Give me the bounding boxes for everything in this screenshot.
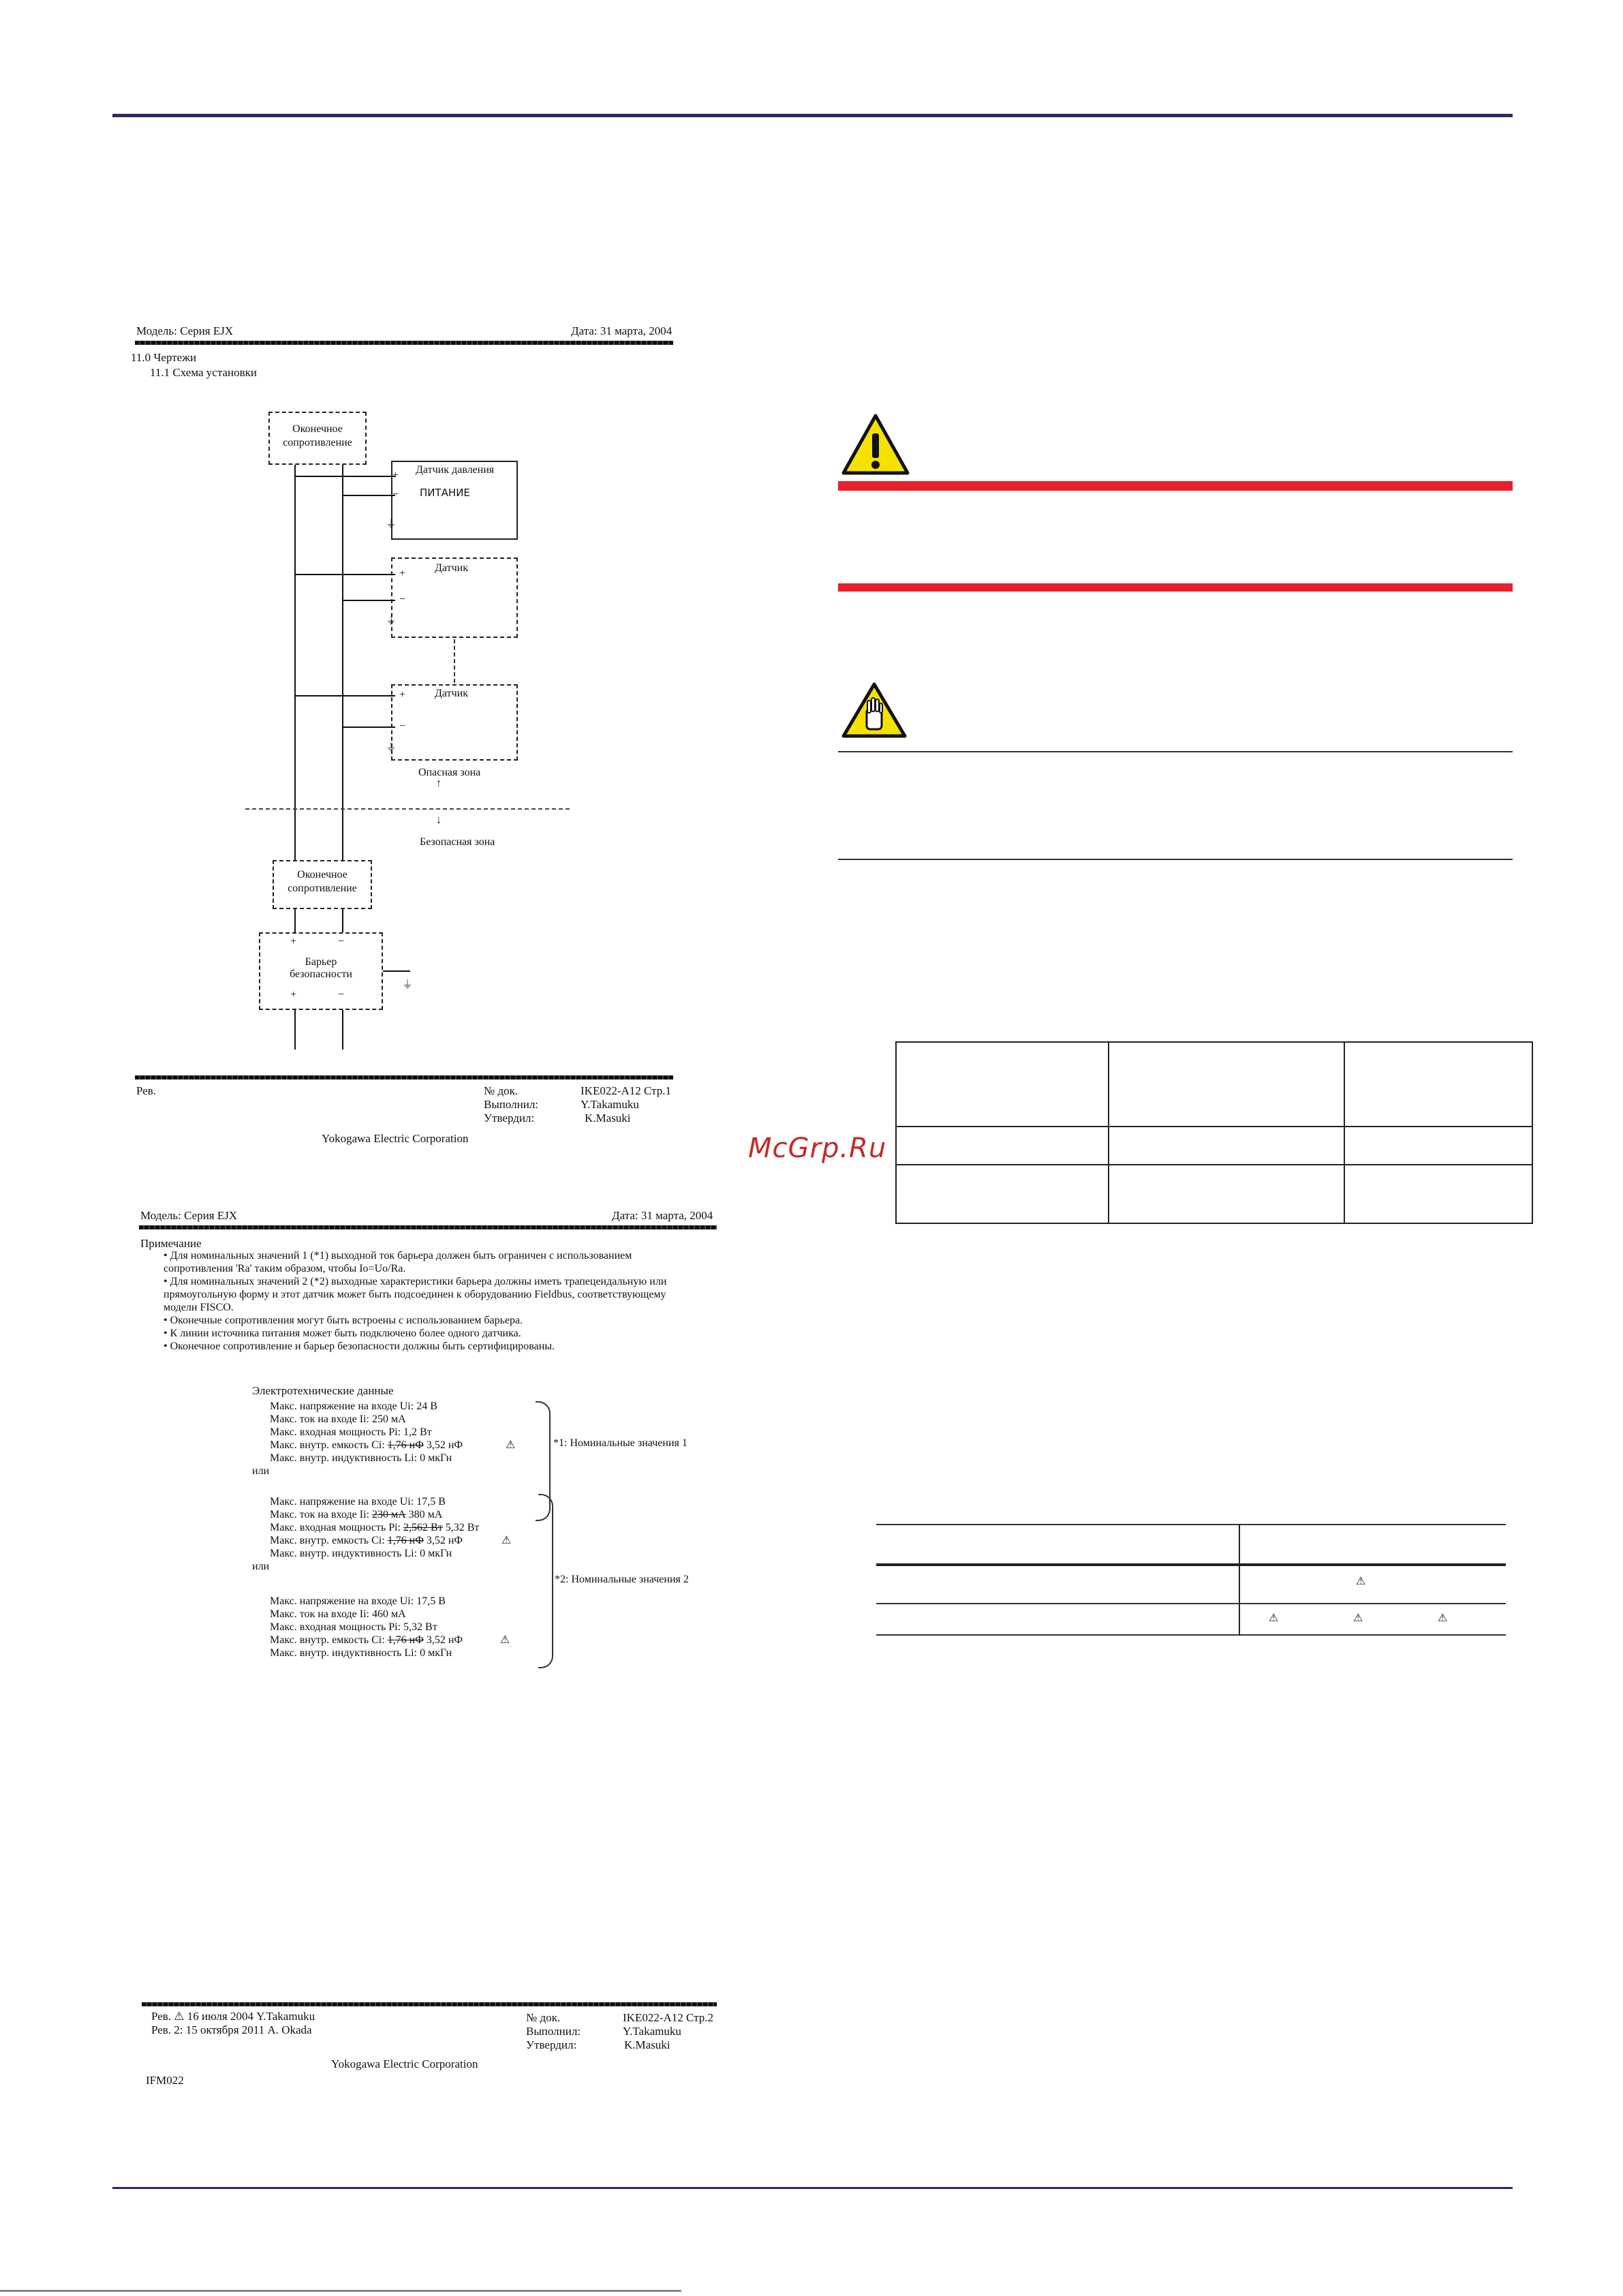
- page2-rev1: Рев. ⚠ 16 июля 2004 Y.Takamuku: [151, 2010, 315, 2023]
- g2-ci-label: Макс. внутр. емкость Ci:: [270, 1535, 388, 1546]
- barrier-line2: безопасности: [290, 968, 352, 980]
- table-1-cell: [1109, 1042, 1344, 1127]
- table-2-top-rule: [876, 1524, 1506, 1525]
- s2-plus: +: [399, 568, 406, 579]
- g2-p-old: 2,562 Вт: [403, 1522, 443, 1533]
- s2-minus: −: [399, 594, 406, 605]
- g2-ci-old: 1,76 нФ: [387, 1535, 424, 1546]
- page1-approved: K.Masuki: [585, 1112, 631, 1124]
- page1-model: Модель: Серия EJX: [136, 324, 234, 337]
- table-1-cell: [1109, 1165, 1344, 1223]
- g1-line5: Макс. внутр. индуктивность Li: 0 мкГн: [270, 1452, 452, 1464]
- s1-ground-icon: ⏚: [386, 519, 397, 530]
- table-2-warning-icon: ⚠: [1356, 1574, 1366, 1587]
- table-2-warning-icon: ⚠: [1438, 1611, 1448, 1624]
- note-5: модели FISCO.: [164, 1302, 234, 1313]
- important-rule-bottom: [838, 859, 1513, 860]
- hazard-arrow-icon: ↑: [436, 778, 442, 789]
- s3-minus: −: [399, 720, 406, 732]
- terminator-top-line1: Оконечное: [292, 423, 343, 435]
- page1-header-rule: [135, 341, 673, 345]
- g2-p-label: Макс. входная мощность Pi:: [270, 1522, 404, 1533]
- g2-i-label: Макс. ток на входе Ii:: [270, 1509, 372, 1520]
- table-1: [895, 1041, 1533, 1224]
- note-4: прямоугольную форму и этот датчик может быть подсоединен к оборудованию Fieldbus, соответствующему: [164, 1289, 666, 1300]
- page1-footer-rule: [135, 1075, 673, 1080]
- table-1-cell: [896, 1165, 1109, 1223]
- page-edge-line: [0, 2290, 681, 2292]
- g1-ci-new: 3,52 нФ: [423, 1439, 463, 1451]
- page1-docno-label: № док.: [484, 1084, 519, 1097]
- supply-plus-wire: [294, 1010, 296, 1050]
- g1-line1: Макс. напряжение на входе Ui: 24 В: [270, 1400, 437, 1412]
- sensor-pressure-title: Датчик давления: [416, 464, 495, 476]
- note-6: • Оконечные сопротивления могут быть встроены с использованием барьера.: [164, 1315, 523, 1326]
- g2-line3: [270, 1521, 479, 1534]
- s2-ground-icon: ⏚: [386, 615, 397, 627]
- g2-i-new: 380 мА: [405, 1509, 443, 1520]
- barrier-bottom-plus: +: [290, 989, 297, 1000]
- g2-warning-icon: ⚠: [501, 1533, 512, 1546]
- g3-ci-new: 3,52 нФ: [423, 1634, 463, 1646]
- table-2-warning-icon: ⚠: [1353, 1611, 1363, 1624]
- table-1-cell: [1344, 1165, 1532, 1223]
- or-2: или: [252, 1561, 270, 1572]
- g2-p-new: 5,32 Вт: [442, 1522, 480, 1533]
- g1-line2: Макс. ток на входе Ii: 250 мА: [270, 1413, 406, 1425]
- top-rule: [112, 114, 1513, 117]
- g2-line2: [270, 1508, 442, 1521]
- page1-made: Y.Takamuku: [581, 1098, 639, 1111]
- note-8: • Оконечное сопротивление и барьер безопасности должны быть сертифицированы.: [164, 1341, 555, 1352]
- page2-docno: IKE022-A12 Стр.2: [623, 2011, 714, 2024]
- page2-made-label: Выполнил:: [526, 2025, 581, 2038]
- sensor-continuation: [454, 639, 455, 683]
- page2-date: Дата: 31 марта, 2004: [612, 1209, 713, 1222]
- note-title: Примечание: [140, 1237, 202, 1250]
- electrical-title: Электротехнические данные: [252, 1384, 394, 1397]
- g1-warning-icon: ⚠: [506, 1438, 516, 1451]
- warning-triangle-icon: [841, 413, 910, 476]
- barrier-top-minus: −: [338, 936, 345, 947]
- s1-minus-link: [342, 495, 395, 496]
- page1-approved-label: Утвердил:: [484, 1112, 535, 1124]
- or-1: или: [252, 1465, 270, 1477]
- page2-rev2: Рев. 2: 15 октября 2011 A. Okada: [151, 2023, 312, 2036]
- barrier-ground-link: [383, 970, 410, 972]
- brace1-label: *1: Номинальные значения 1: [553, 1437, 687, 1449]
- barrier-ground-icon: ⏚: [402, 979, 414, 991]
- g1-ci-label: Макс. внутр. емкость Ci:: [270, 1439, 388, 1451]
- barrier-top-plus: +: [290, 936, 297, 947]
- safe-arrow-icon: ↓: [436, 814, 442, 826]
- g2-line1: Макс. напряжение на входе Ui: 17,5 В: [270, 1496, 446, 1507]
- table-2-header-rule: [876, 1563, 1506, 1566]
- s1-minus: −: [392, 489, 399, 500]
- g2-line4: [270, 1534, 463, 1547]
- s3-plus: +: [399, 689, 406, 701]
- g3-line4: [270, 1634, 463, 1647]
- table-2-column-divider: [1239, 1524, 1240, 1636]
- table-2-bottom-rule: [876, 1634, 1506, 1636]
- table-1-cell: [1344, 1127, 1532, 1165]
- zone-boundary: [245, 808, 570, 810]
- s1-plus: +: [392, 470, 399, 481]
- s1-plus-link: [294, 476, 395, 477]
- table-2-warning-icon: ⚠: [1269, 1611, 1279, 1624]
- sensor2-title: Датчик: [435, 562, 468, 574]
- s3-plus-link: [294, 695, 395, 697]
- watermark: McGrp.Ru: [748, 1133, 887, 1164]
- sensor-pressure-power: ПИТАНИЕ: [420, 487, 470, 499]
- barrier-line1: Барьер: [305, 956, 337, 968]
- g1-line4: [270, 1439, 463, 1452]
- table-1-cell: [896, 1127, 1109, 1165]
- page1-section: 11.0 Чертежи: [131, 351, 197, 364]
- g3-line3: Макс. входная мощность Pi: 5,32 Вт: [270, 1621, 437, 1633]
- sensor3-title: Датчик: [435, 688, 468, 699]
- bus-wire-minus: [342, 465, 343, 860]
- note-2: сопротивления 'Ra' таким образом, чтобы Io=Uo/Ra.: [164, 1263, 406, 1274]
- s2-plus-link: [294, 574, 395, 575]
- g2-i-old: 230 мА: [371, 1509, 406, 1520]
- g3-line2: Макс. ток на входе Ii: 460 мА: [270, 1608, 406, 1620]
- page2-form-code: IFM022: [146, 2074, 184, 2087]
- note-7: • К линии источника питания может быть подключено более одного датчика.: [164, 1328, 521, 1339]
- table-2-mid-rule: [876, 1603, 1506, 1604]
- bus-minus-to-barrier: [342, 909, 343, 932]
- page1-company: Yokogawa Electric Corporation: [322, 1132, 469, 1145]
- brace2-label: *2: Номинальные значения 2: [555, 1574, 689, 1585]
- page2-docno-label: № док.: [526, 2011, 561, 2024]
- table-1-row: [896, 1165, 1532, 1223]
- table-1-cell: [896, 1042, 1109, 1127]
- bus-wire-plus: [294, 465, 296, 860]
- important-rule-top: [838, 751, 1513, 752]
- hand-caution-icon: [841, 682, 908, 739]
- page1-subsection: 11.1 Схема установки: [150, 366, 257, 379]
- page2-made: Y.Takamuku: [623, 2025, 681, 2038]
- terminator-bottom-line1: Оконечное: [297, 869, 347, 881]
- g2-line5: Макс. внутр. индуктивность Li: 0 мкГн: [270, 1548, 452, 1559]
- g3-warning-icon: ⚠: [500, 1633, 510, 1646]
- page1-rev: Рев.: [136, 1084, 157, 1097]
- page2-approved: K.Masuki: [624, 2038, 670, 2051]
- page2-company: Yokogawa Electric Corporation: [331, 2057, 478, 2070]
- barrier-bottom-minus: −: [338, 989, 345, 1000]
- g3-line1: Макс. напряжение на входе Ui: 17,5 В: [270, 1595, 446, 1607]
- terminator-bottom-line2: сопротивление: [288, 883, 357, 894]
- page1-docno: IKE022-A12 Стр.1: [581, 1084, 672, 1097]
- table-1-row: [896, 1042, 1532, 1127]
- g1-line3: Макс. входная мощность Pi: 1,2 Вт: [270, 1426, 432, 1438]
- g1-ci-old: 1,76 нФ: [387, 1439, 424, 1451]
- warning-red-bar-bottom: [838, 583, 1513, 592]
- hazard-zone-label: Опасная зона: [418, 767, 481, 778]
- page2-model: Модель: Серия EJX: [140, 1209, 238, 1222]
- table-1-cell: [1344, 1042, 1532, 1127]
- safe-zone-label: Безопасная зона: [420, 836, 495, 848]
- table-1-cell: [1109, 1127, 1344, 1165]
- s2-minus-link: [342, 600, 395, 601]
- warning-red-bar-top: [838, 481, 1513, 491]
- bus-plus-to-barrier: [294, 909, 296, 932]
- g2-ci-new: 3,52 нФ: [423, 1535, 463, 1546]
- g3-ci-label: Макс. внутр. емкость Ci:: [270, 1634, 388, 1646]
- page2-header-rule: [139, 1225, 717, 1229]
- s3-minus-link: [342, 726, 395, 728]
- page1-date: Дата: 31 марта, 2004: [571, 324, 673, 337]
- supply-minus-wire: [342, 1010, 343, 1050]
- page1-made-label: Выполнил:: [484, 1098, 539, 1111]
- bottom-rule: [112, 2187, 1513, 2189]
- terminator-top-line2: сопротивление: [283, 437, 352, 448]
- note-3: • Для номинальных значений 2 (*2) выходные характеристики барьера должны иметь трапецеидальную или: [164, 1276, 667, 1287]
- s3-ground-icon: ⏚: [386, 742, 397, 754]
- page2-footer-rule: [142, 2002, 717, 2006]
- g3-ci-old: 1,76 нФ: [387, 1634, 424, 1646]
- page2-approved-label: Утвердил:: [526, 2038, 577, 2051]
- g3-line5: Макс. внутр. индуктивность Li: 0 мкГн: [270, 1647, 452, 1659]
- brace-2: [538, 1494, 553, 1668]
- note-1: • Для номинальных значений 1 (*1) выходной ток барьера должен быть ограничен с использованием: [164, 1250, 632, 1261]
- table-1-row: [896, 1127, 1532, 1165]
